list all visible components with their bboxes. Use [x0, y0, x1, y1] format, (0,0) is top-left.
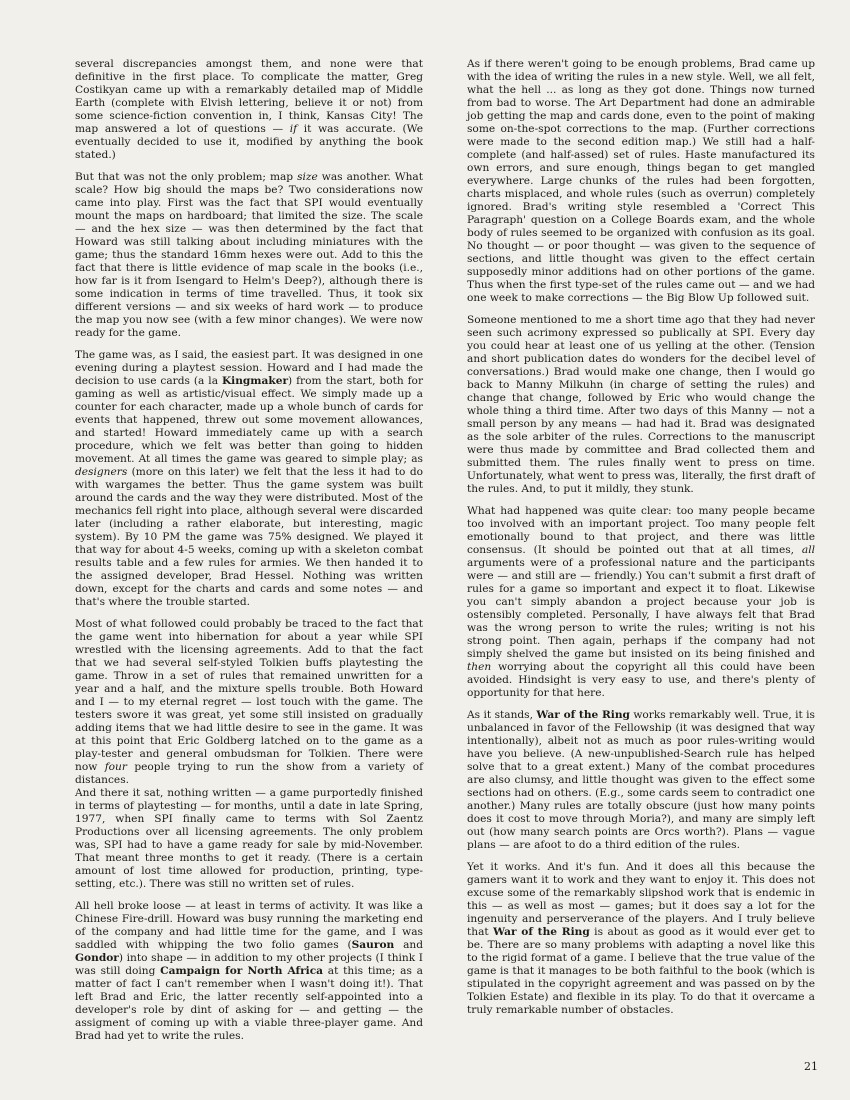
text-run: was another. What scale? How big should the maps be? Two considerations now came into play. First was the fact that SPI would eventually mount the maps on hardboard; that limited the size. The scale — and the hex size — was then determined by the fact that Howard was still talking about including miniatures with the game; thus the standard 16mm hexes were out. Add to this the fact that there is little evidence of map scale in the books (i.e., how far is it from Isengard to Helm's Deep?), although there is some indication in terms of time travelled. Thus, it took six different versions — and six weeks of hard work — to produce the map you now see (with a few minor changes). We were now ready for the game. — [75, 171, 423, 339]
text-run: All hell broke loose — at least in terms of activity. It was like a Chinese Fire-drill. Howard was busy running the marketing end of the company and had little time for the game, and I was saddled with whipping the two folio games ( — [75, 900, 423, 951]
italic-emphasis: designers — [75, 466, 128, 478]
bold-title: War of the Ring — [536, 709, 630, 721]
text-run: But that was not the only problem; map — [75, 171, 298, 183]
text-run: As if there weren't going to be enough problems, Brad came up with the idea of writing the rules in a new style. Well, we all felt, what the hell ... as long as they got done. Things now turned from bad to worse. The Art Department had done an admirable job getting the map and cards done, even to the point of making some on-the-spot corrections to the map. (Further corrections were made to the second edition map.) We still had a half-complete (and half-assed) set of rules. Haste manufactured its own errors, and sure enough, things began to get mangled everywhere. Large chunks of the rules had been forgotten, charts misplaced, and whole rules (such as overrun) completely ignored. Brad's writing style resembled a 'Correct This Paragraph' question on a College Boards exam, and the whole body of rules seemed to be organized with confusion as its goal. No thought — or poor thought — was given to the sequence of sections, and little thought was given to the effect certain supposedly minor additions had on other portions of the game. Thus when the first type-set of the rules came out — and we had one week to make corrections — the Big Blow Up followed suit. — [467, 58, 815, 304]
paragraph — [467, 505, 815, 700]
text-run: The game was, as I said, the easiest part. It was designed in one evening during a playtest session. Howard and I had made the decision to use cards (a la — [75, 349, 423, 387]
bold-title: Sauron — [351, 939, 395, 951]
text-run: at this time; as a matter of fact I can't remember when I wasn't doing it!). That left Brad and Eric, the latter recently self-appointed into a developer's role by dint of asking for — and getting — the assigment of coming up with a viable three-player game. And Brad had yet to write the rules. — [75, 965, 423, 1042]
text-run: (more on this later) we felt that the less it had to do with wargames the better. Thus the game system was built around the cards and the way they were distributed. Most of the mechanics fell right into place, although several were discarded later (including a rather elaborate, but interesting, magic system). By 10 PM the game was 75% designed. We played it that way for about 4-5 weeks, coming up with a skeleton combat results table and a few rules for armies. We then handed it to the assigned developer, Brad Hessel. Nothing was written down, except for the charts and cards and some notes — and that's where the trouble started. — [75, 466, 423, 608]
paragraph — [75, 618, 423, 787]
text-run: it was accurate. (We eventually decided to use it, modified by anything the book stated.) — [75, 123, 423, 161]
right-column — [467, 58, 815, 1026]
text-run: and — [394, 939, 423, 951]
bold-title: Campaign for North Africa — [160, 965, 324, 977]
bold-title: War of the Ring — [493, 926, 590, 938]
text-run: ) into shape — in addition to my other projects (I think I was still doing — [75, 952, 423, 977]
paragraph — [467, 861, 815, 1017]
text-run: people trying to run the show from a variety of distances. — [75, 761, 424, 786]
paragraph — [75, 171, 423, 340]
bold-title: Kingmaker — [221, 375, 289, 387]
page-number: 21 — [804, 1060, 818, 1073]
text-run: Most of what followed could probably be traced to the fact that the game went into hibernation for about a year while SPI wrestled with the licensing agreements. Add to that the fact that we had several self-styled Tolkien buffs playtesting the game. Throw in a set of rules that remained unwritten for a year and a half, and the mixture spells trouble. Both Howard and I — to my eternal regret — lost touch with the game. The testers swore it was great, yet some still insisted on gradually adding items that we had little desire to see in the game. It was at this point that Eric Goldberg latched on to the game as a play-tester and general ombudsman for Tolkien. There were now — [75, 618, 423, 773]
paragraph — [467, 314, 815, 496]
text-run: arguments were of a professional nature and the participants were — and still are — friendly.) You can't submit a first draft of rules for a game so important and expect it to float. Likewise you can't simply abandon a project because your job is ostensibly completed. Personally, I have always felt that Brad was the wrong person to write the rules; writing is not his strong point. Then again, perhaps if the company had not simply shelved the game but insisted on its being finished and — [467, 557, 815, 660]
text-run: Yet it works. And it's fun. And it does all this because the gamers want it to work and they want to enjoy it. This does not excuse some of the remarkably slipshod work that is endemic in this — as well as most — games; but it does say a lot for the ingenuity and perserverance of the players. And I truly believe that — [467, 861, 815, 938]
paragraph — [75, 900, 423, 1043]
bold-title: Gondor — [75, 952, 119, 964]
text-run: is about as good as it would ever get to be. There are so many problems with adapting a novel like this to the rigid format of a game. I believe that the true value of the game is that it manages to be both faithful to the book (which is stipulated in the copyright agreement and was passed on by the Tolkien Estate) and flexible in its play. To do that it overcame a truly remarkable number of obstacles. — [467, 926, 815, 1016]
paragraph — [75, 787, 423, 891]
text-run: And there it sat, nothing written — a game purportedly finished in terms of playtesting — for months, until a date in late Spring, 1977, when SPI finally came to terms with Sol Zaentz Productions over all licensing agreements. The only problem was, SPI had to have a game ready for sale by mid-November. That meant three months to get it ready. (There is a certain amount of lost time allowed for production, printing, type-setting, etc.). There was still no written set of rules. — [75, 787, 423, 890]
text-run: Someone mentioned to me a short time ago that they had never seen such acrimony expressed so publically at SPI. Every day you could hear at least one of us yelling at the other. (Tension and short publication dates do wonders for the decibel level of conversations.) Brad would make one change, then I would go back to Manny Milkuhn (in charge of setting the rules) and change that change, followed by Eric who would change the whole thing a third time. After two days of this Manny — not a small person by any means — had had it. Brad was designated as the sole arbiter of the rules. Corrections to the manuscript were thus made by committee and Brad collected them and submitted them. The rules finally went to press on time. Unfortunately, what went to press was, literally, the first draft of the rules. And, to put it mildly, they stunk. — [467, 314, 815, 495]
paragraph — [75, 58, 423, 162]
italic-emphasis: four — [104, 761, 127, 773]
text-run: ) from the start, both for gaming as well as artistic/visual effect. We simply made up a counter for each character, made up a whole bunch of cards for events that happened, threw out some movement allowances, and started! Howard immediately came up with a search procedure, which we felt was better than going to hidden movement. At all times the game was geared to simple play; as — [75, 375, 424, 465]
paragraph — [467, 58, 815, 305]
paragraph — [75, 349, 423, 609]
italic-emphasis: size — [297, 171, 318, 183]
text-run: several discrepancies amongst them, and none were that definitive in the first place. To complicate the matter, Greg Costikyan came up with a remarkably detailed map of Middle Earth (complete with Elvish lettering, believe it or not) from some science-fiction convention in, I think, Kansas City! The map answered a lot of questions — — [75, 58, 423, 135]
text-run: works remarkably well. True, it is unbalanced in favor of the Fellowship (it was designed that way intentionally), albeit not as much as poor rules-writing would have you believe. (A new-unpublished-Search rule has helped solve that to a great extent.) Many of the combat procedures are also clumsy, and little thought was given to the effect some sections had on others. (E.g., some cards seem to contradict one another.) Many rules are totally obscure (just how many points does it cost to move through Moria?), and many are simply left out (how many search points are Orcs worth?). Plans — vague plans — are afoot to do a third edition of the rules. — [467, 709, 815, 851]
text-run: worrying about the copyright all this could have been avoided. Hindsight is very easy to use, and there's plenty of opportunity for that here. — [467, 661, 815, 699]
italic-emphasis: all — [801, 544, 815, 556]
italic-emphasis: if — [289, 123, 298, 135]
left-column — [75, 58, 423, 1052]
text-run: As it stands, — [467, 709, 537, 721]
italic-emphasis: then — [467, 661, 492, 673]
paragraph — [467, 709, 815, 852]
text-run: What had happened was quite clear: too many people became too involved with an important project. Too many people felt emotionally bound to that project, and there was little consensus. (It should be pointed out that at all times, — [467, 505, 815, 556]
